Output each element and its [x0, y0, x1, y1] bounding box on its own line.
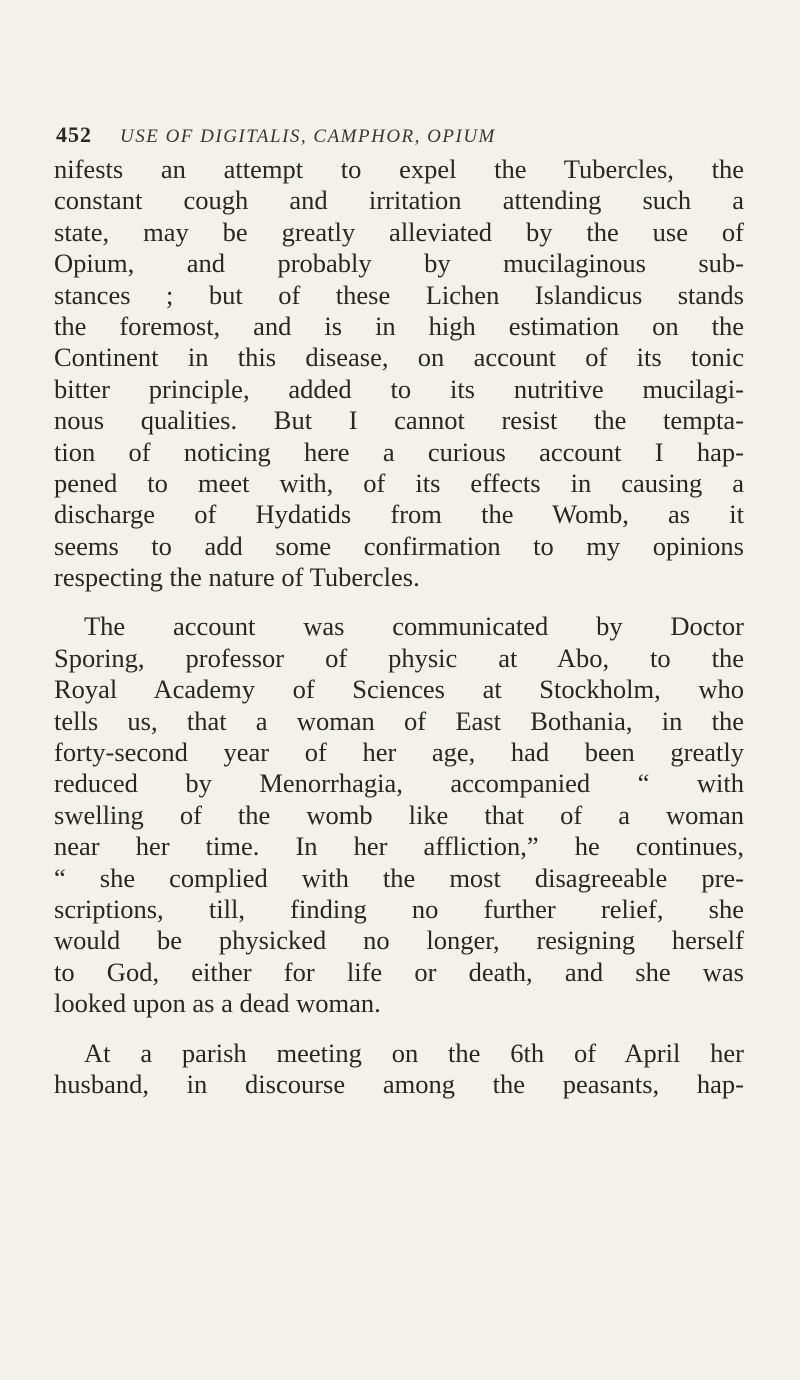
text-line: would be physicked no longer, resigning herself — [54, 925, 744, 956]
text-line: tells us, that a woman of East Bothania, in the — [54, 705, 744, 736]
text-line: reduced by Menorrhagia, accompanied “ with — [54, 768, 744, 799]
text-line: state, may be greatly alleviated by the use of — [54, 216, 744, 247]
text-line: “ she complied with the most disagreeable pre- — [54, 862, 744, 893]
paragraph-3 — [54, 1038, 744, 1101]
text-line: husband, in discourse among the peasants, hap- — [54, 1068, 744, 1099]
running-head — [56, 122, 736, 156]
paragraph-2 — [54, 611, 744, 1019]
text-line: Continent in this disease, on account of its tonic — [54, 342, 744, 373]
text-line: respecting the nature of Tubercles. — [54, 562, 420, 593]
text-line: At a parish meeting on the 6th of April her — [84, 1037, 744, 1068]
text-line: swelling of the womb like that of a woman — [54, 799, 744, 830]
text-line: seems to add some confirmation to my opinions — [54, 530, 744, 561]
text-line: scriptions, till, finding no further relief, she — [54, 893, 744, 924]
text-line: constant cough and irritation attending such a — [54, 185, 744, 216]
text-line: looked upon as a dead woman. — [54, 988, 381, 1019]
paragraph-gap — [54, 1020, 744, 1038]
text-line: discharge of Hydatids from the Womb, as it — [54, 499, 744, 530]
body-text — [54, 154, 744, 1100]
text-line: nous qualities. But I cannot resist the tempta- — [54, 405, 744, 436]
text-line: The account was communicated by Doctor — [84, 611, 744, 642]
paragraph-1 — [54, 154, 744, 593]
page-number: 452 — [56, 122, 92, 147]
text-line: Opium, and probably by mucilaginous sub- — [54, 248, 744, 279]
text-line: pened to meet with, of its effects in causing a — [54, 467, 744, 498]
text-line: bitter principle, added to its nutritive mucilagi- — [54, 373, 744, 404]
text-line: Royal Academy of Sciences at Stockholm, who — [54, 674, 744, 705]
text-line: Sporing, professor of physic at Abo, to the — [54, 642, 744, 673]
text-line: stances ; but of these Lichen Islandicus stands — [54, 279, 744, 310]
text-line: the foremost, and is in high estimation on the — [54, 310, 744, 341]
text-line: near her time. In her affliction,” he continues, — [54, 831, 744, 862]
running-head-title: USE OF DIGITALIS, CAMPHOR, OPIUM — [120, 126, 496, 147]
text-line: to God, either for life or death, and she was — [54, 956, 744, 987]
text-line: nifests an attempt to expel the Tubercles, the — [54, 154, 744, 184]
text-line: tion of noticing here a curious account I hap- — [54, 436, 744, 467]
text-line: forty-second year of her age, had been greatly — [54, 737, 744, 768]
paragraph-gap — [54, 593, 744, 611]
